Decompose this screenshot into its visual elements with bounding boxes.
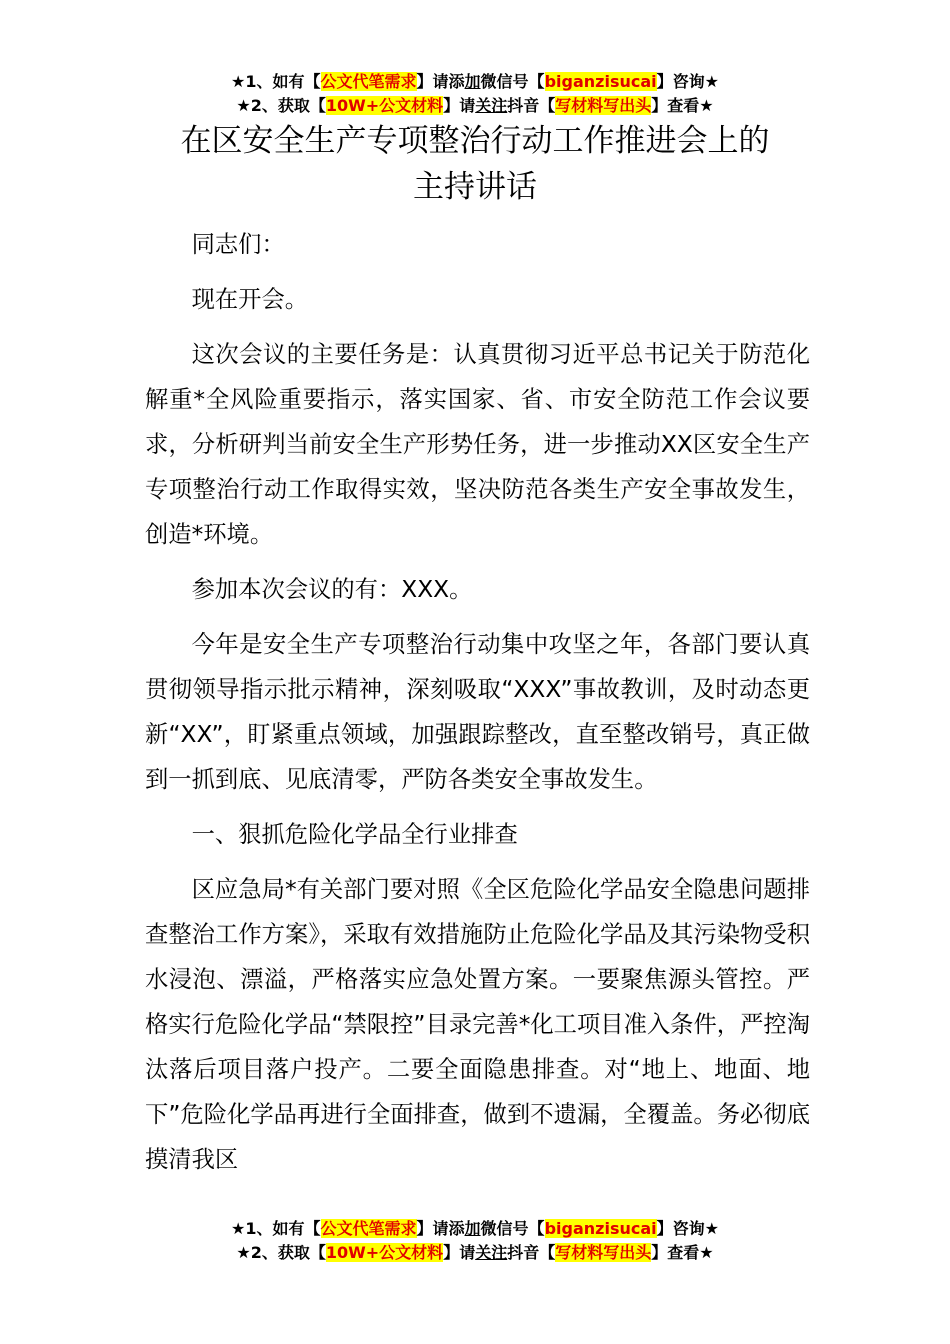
promo-text: ★2、获取【: [236, 96, 326, 115]
promo-wechat-id: biganzisucai: [544, 1219, 657, 1238]
document-body: [145, 222, 810, 1182]
title-line-2: 主持讲话: [413, 169, 537, 205]
promo-text: ★1、如有【: [231, 1219, 321, 1238]
promo-text: 】请添: [416, 1219, 465, 1238]
promo-header: [0, 70, 950, 118]
promo-footer: [0, 1217, 950, 1265]
promo-underline: 加: [464, 72, 481, 91]
promo-douyin-id: 写材料写出头: [555, 1243, 652, 1262]
promo-underline: 关注: [475, 96, 508, 115]
paragraph-greeting: 同志们：: [191, 231, 285, 258]
promo-line-1: [0, 70, 950, 94]
title-line-1: 在区安全生产专项整治行动工作推进会上的: [180, 123, 770, 159]
paragraph-opening: 现在开会。: [191, 286, 309, 313]
promo-text: 】请添: [416, 72, 465, 91]
promo-text: 】请: [443, 96, 476, 115]
promo-wechat-id: biganzisucai: [544, 72, 657, 91]
promo-text: 抖音【: [507, 1243, 556, 1262]
promo-line-2: [0, 1241, 950, 1265]
promo-underline: 关注: [475, 1243, 508, 1262]
promo-highlight: 10W+公文材料: [325, 96, 444, 115]
paragraph-task: 这次会议的主要任务是：认真贯彻习近平总书记关于防范化解重*全风险重要指示，落实国家、省、市安全防范工作会议要求，分析研判当前安全生产形势任务，进一步推动XX区安全生产专项整治行动工作取得实效，坚决防范各类生产安全事故发生，创造*环境。: [145, 341, 810, 548]
promo-highlight: 公文代笔需求: [320, 72, 417, 91]
promo-text: ★2、获取【: [236, 1243, 326, 1262]
paragraph-context: 今年是安全生产专项整治行动集中攻坚之年，各部门要认真贯彻领导指示批示精神，深刻吸取“XXX”事故教训，及时动态更新“XX”，盯紧重点领域，加强跟踪整改，直至整改销号，真正做到一抓到底、见底清零，严防各类安全事故发生。: [145, 631, 810, 793]
paragraph-attendees: 参加本次会议的有：XXX。: [191, 576, 473, 603]
promo-line-1: [0, 1217, 950, 1241]
promo-text: 】查看★: [651, 1243, 714, 1262]
promo-line-2: [0, 94, 950, 118]
promo-text: 】请: [443, 1243, 476, 1262]
promo-highlight: 10W+公文材料: [325, 1243, 444, 1262]
promo-text: 】咨询★: [656, 72, 719, 91]
promo-text: 抖音【: [507, 96, 556, 115]
promo-highlight: 公文代笔需求: [320, 1219, 417, 1238]
document-title: [0, 118, 950, 210]
promo-text: 微信号【: [480, 72, 545, 91]
promo-text: 微信号【: [480, 1219, 545, 1238]
section-heading-1: 一、狠抓危险化学品全行业排查: [191, 821, 518, 848]
promo-underline: 加: [464, 1219, 481, 1238]
paragraph-section-1: 区应急局*有关部门要对照《全区危险化学品安全隐患问题排查整治工作方案》，采取有效措施防止危险化学品及其污染物受积水浸泡、漂溢，严格落实应急处置方案。一要聚焦源头管控。严格实行危险化学品“禁限控”目录完善*化工项目准入条件，严控淘汰落后项目落户投产。二要全面隐患排查。对“地上、地面、地下”危险化学品再进行全面排查，做到不遗漏，全覆盖。务必彻底摸清我区: [145, 876, 810, 1173]
promo-text: 】咨询★: [656, 1219, 719, 1238]
promo-douyin-id: 写材料写出头: [555, 96, 652, 115]
promo-text: 】查看★: [651, 96, 714, 115]
promo-text: ★1、如有【: [231, 72, 321, 91]
